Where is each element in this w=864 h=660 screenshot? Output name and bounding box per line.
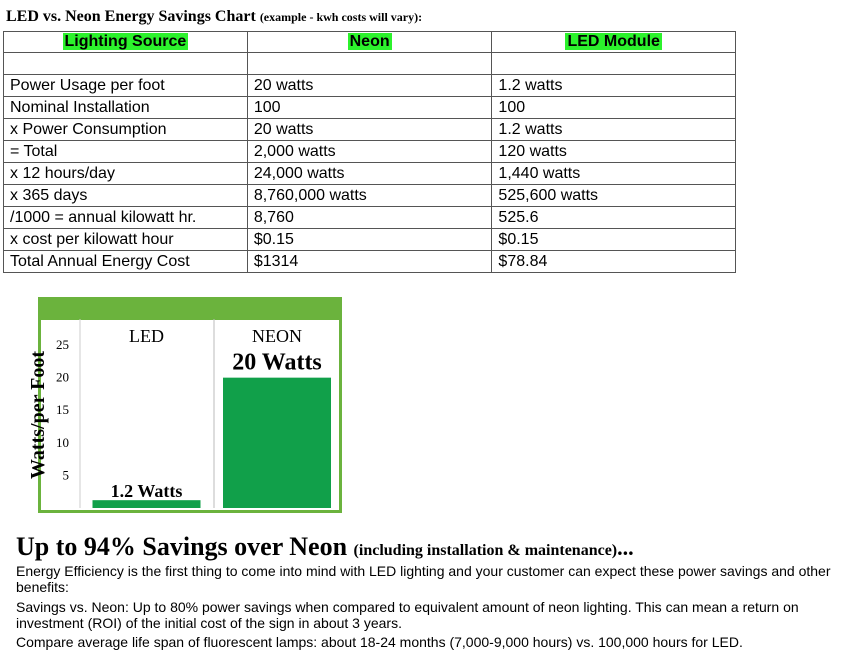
y-tick-label: 15 xyxy=(56,402,69,418)
headline-ellipsis: ... xyxy=(617,535,634,560)
row-label: x 365 days xyxy=(4,185,248,207)
savings-table xyxy=(3,31,736,273)
led-value: 525,600 watts xyxy=(492,185,736,207)
paragraph-energy-efficiency: Energy Efficiency is the first thing to come into mind with LED lighting and your customer can expect these power savings and other benefits: xyxy=(16,563,831,595)
header-lighting-source: Lighting Source xyxy=(64,33,187,50)
table-row xyxy=(4,119,736,141)
table-cell xyxy=(492,53,736,75)
savings-headline xyxy=(16,532,634,562)
table-header-cell xyxy=(492,32,736,53)
y-tick-label: 10 xyxy=(56,434,69,450)
row-label: x Power Consumption xyxy=(4,119,248,141)
neon-value: 8,760 xyxy=(247,207,492,229)
table-row xyxy=(4,229,736,251)
table-row xyxy=(4,163,736,185)
led-value: 100 xyxy=(492,97,736,119)
led-value: 525.6 xyxy=(492,207,736,229)
row-label: Nominal Installation xyxy=(4,97,248,119)
led-value: 120 watts xyxy=(492,141,736,163)
led-value: $78.84 xyxy=(492,251,736,273)
neon-value: 20 watts xyxy=(247,119,492,141)
title-sub: (example - kwh costs will vary): xyxy=(259,10,423,24)
led-value: 1.2 watts xyxy=(492,75,736,97)
watts-bar-chart xyxy=(14,297,342,513)
neon-value: 2,000 watts xyxy=(247,141,492,163)
row-label: x cost per kilowatt hour xyxy=(4,229,248,251)
bar-led xyxy=(93,500,201,508)
paragraph-life-span: Compare average life span of fluorescent lamps: about 18-24 months (7,000-9,000 hours) vs. 100,000 hours for LED. xyxy=(16,634,743,650)
y-tick-label: 20 xyxy=(56,369,69,385)
neon-value: $1314 xyxy=(247,251,492,273)
title-main: LED vs. Neon Energy Savings Chart xyxy=(6,8,256,25)
neon-value: 100 xyxy=(247,97,492,119)
table-row xyxy=(4,97,736,119)
chart-title xyxy=(6,8,422,26)
table-cell xyxy=(247,53,492,75)
neon-value: 20 watts xyxy=(247,75,492,97)
led-value: 1,440 watts xyxy=(492,163,736,185)
table-header-cell xyxy=(4,32,248,53)
led-value: 1.2 watts xyxy=(492,119,736,141)
bar-neon xyxy=(223,378,331,508)
table-row xyxy=(4,207,736,229)
y-tick-label: 5 xyxy=(62,467,69,483)
table-row xyxy=(4,185,736,207)
table-header-row xyxy=(4,32,736,53)
row-label: Power Usage per foot xyxy=(4,75,248,97)
chart-svg xyxy=(14,297,342,513)
led-value: $0.15 xyxy=(492,229,736,251)
row-label: Total Annual Energy Cost xyxy=(4,251,248,273)
data-label: 20 Watts xyxy=(232,349,322,376)
header-led-module: LED Module xyxy=(567,33,660,50)
header-neon: Neon xyxy=(349,33,390,50)
paragraph-savings-vs-neon: Savings vs. Neon: Up to 80% power savings when compared to equivalent amount of neon lighting. This can mean a return on investment (ROI) of the initial cost of the sign in about 3 years. xyxy=(16,599,799,631)
neon-value: 24,000 watts xyxy=(247,163,492,185)
category-label: LED xyxy=(129,326,164,346)
table-blank-row xyxy=(4,53,736,75)
table-row xyxy=(4,141,736,163)
headline-main: Up to 94% Savings over Neon xyxy=(16,532,348,561)
data-label: 1.2 Watts xyxy=(110,481,183,502)
category-label: NEON xyxy=(252,326,302,346)
neon-value: 8,760,000 watts xyxy=(247,185,492,207)
table-row xyxy=(4,75,736,97)
row-label: /1000 = annual kilowatt hr. xyxy=(4,207,248,229)
row-label: x 12 hours/day xyxy=(4,163,248,185)
table-row xyxy=(4,251,736,273)
headline-note: (including installation & maintenance) xyxy=(353,542,618,559)
table-cell xyxy=(4,53,248,75)
neon-value: $0.15 xyxy=(247,229,492,251)
row-label: = Total xyxy=(4,141,248,163)
y-axis-label: Watts/per Foot xyxy=(27,351,49,479)
table-header-cell xyxy=(247,32,492,53)
y-tick-label: 25 xyxy=(56,337,69,353)
